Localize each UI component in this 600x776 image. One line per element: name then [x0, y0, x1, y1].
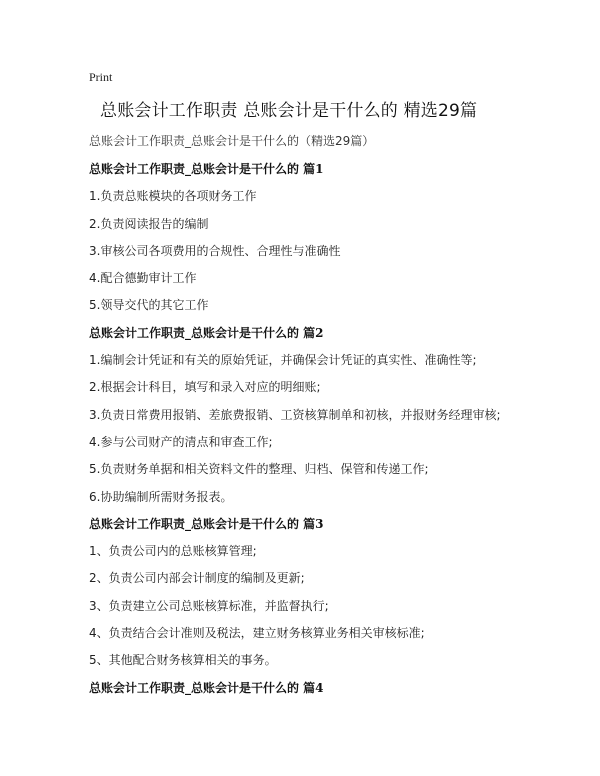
list-item: 4、负责结合会计准则及税法，建立财务核算业务相关审核标准;	[89, 626, 425, 641]
list-item: 3、负责建立公司总账核算标准，并监督执行;	[89, 598, 329, 613]
document-subtitle: 总账会计工作职责_总账会计是干什么的（精选29篇）	[89, 134, 375, 148]
document-body	[89, 160, 569, 706]
list-item: 2、负责公司内部会计制度的编制及更新;	[89, 571, 305, 586]
list-item: 5.负责财务单据和相关资料文件的整理、归档、保管和传递工作;	[89, 462, 429, 477]
list-item: 5.领导交代的其它工作	[89, 298, 209, 313]
section-heading: 总账会计工作职责_总账会计是干什么的 篇4	[89, 680, 324, 695]
section-heading: 总账会计工作职责_总账会计是干什么的 篇3	[89, 516, 324, 531]
section-heading: 总账会计工作职责_总账会计是干什么的 篇2	[89, 325, 324, 340]
list-item: 4.配合德勤审计工作	[89, 271, 197, 286]
list-item: 2.负责阅读报告的编制	[89, 216, 209, 231]
list-item: 3.审核公司各项费用的合规性、合理性与准确性	[89, 243, 341, 258]
list-item: 5、其他配合财务核算相关的事务。	[89, 653, 277, 668]
list-item: 2.根据会计科目，填写和录入对应的明细账;	[89, 380, 321, 395]
list-item: 6.协助编制所需财务报表。	[89, 489, 233, 504]
list-item: 1、负责公司内的总账核算管理;	[89, 544, 257, 559]
print-label: Print	[89, 70, 113, 84]
list-item: 1.负责总账模块的各项财务工作	[89, 189, 257, 204]
list-item: 4.参与公司财产的清点和审查工作;	[89, 434, 273, 449]
list-item: 1.编制会计凭证和有关的原始凭证，并确保会计凭证的真实性、准确性等;	[89, 353, 477, 368]
document-title: 总账会计工作职责 总账会计是干什么的 精选29篇	[100, 101, 478, 121]
list-item: 3.负责日常费用报销、差旅费报销、工资核算制单和初核，并报财务经理审核;	[89, 407, 501, 422]
section-heading: 总账会计工作职责_总账会计是干什么的 篇1	[89, 162, 324, 176]
